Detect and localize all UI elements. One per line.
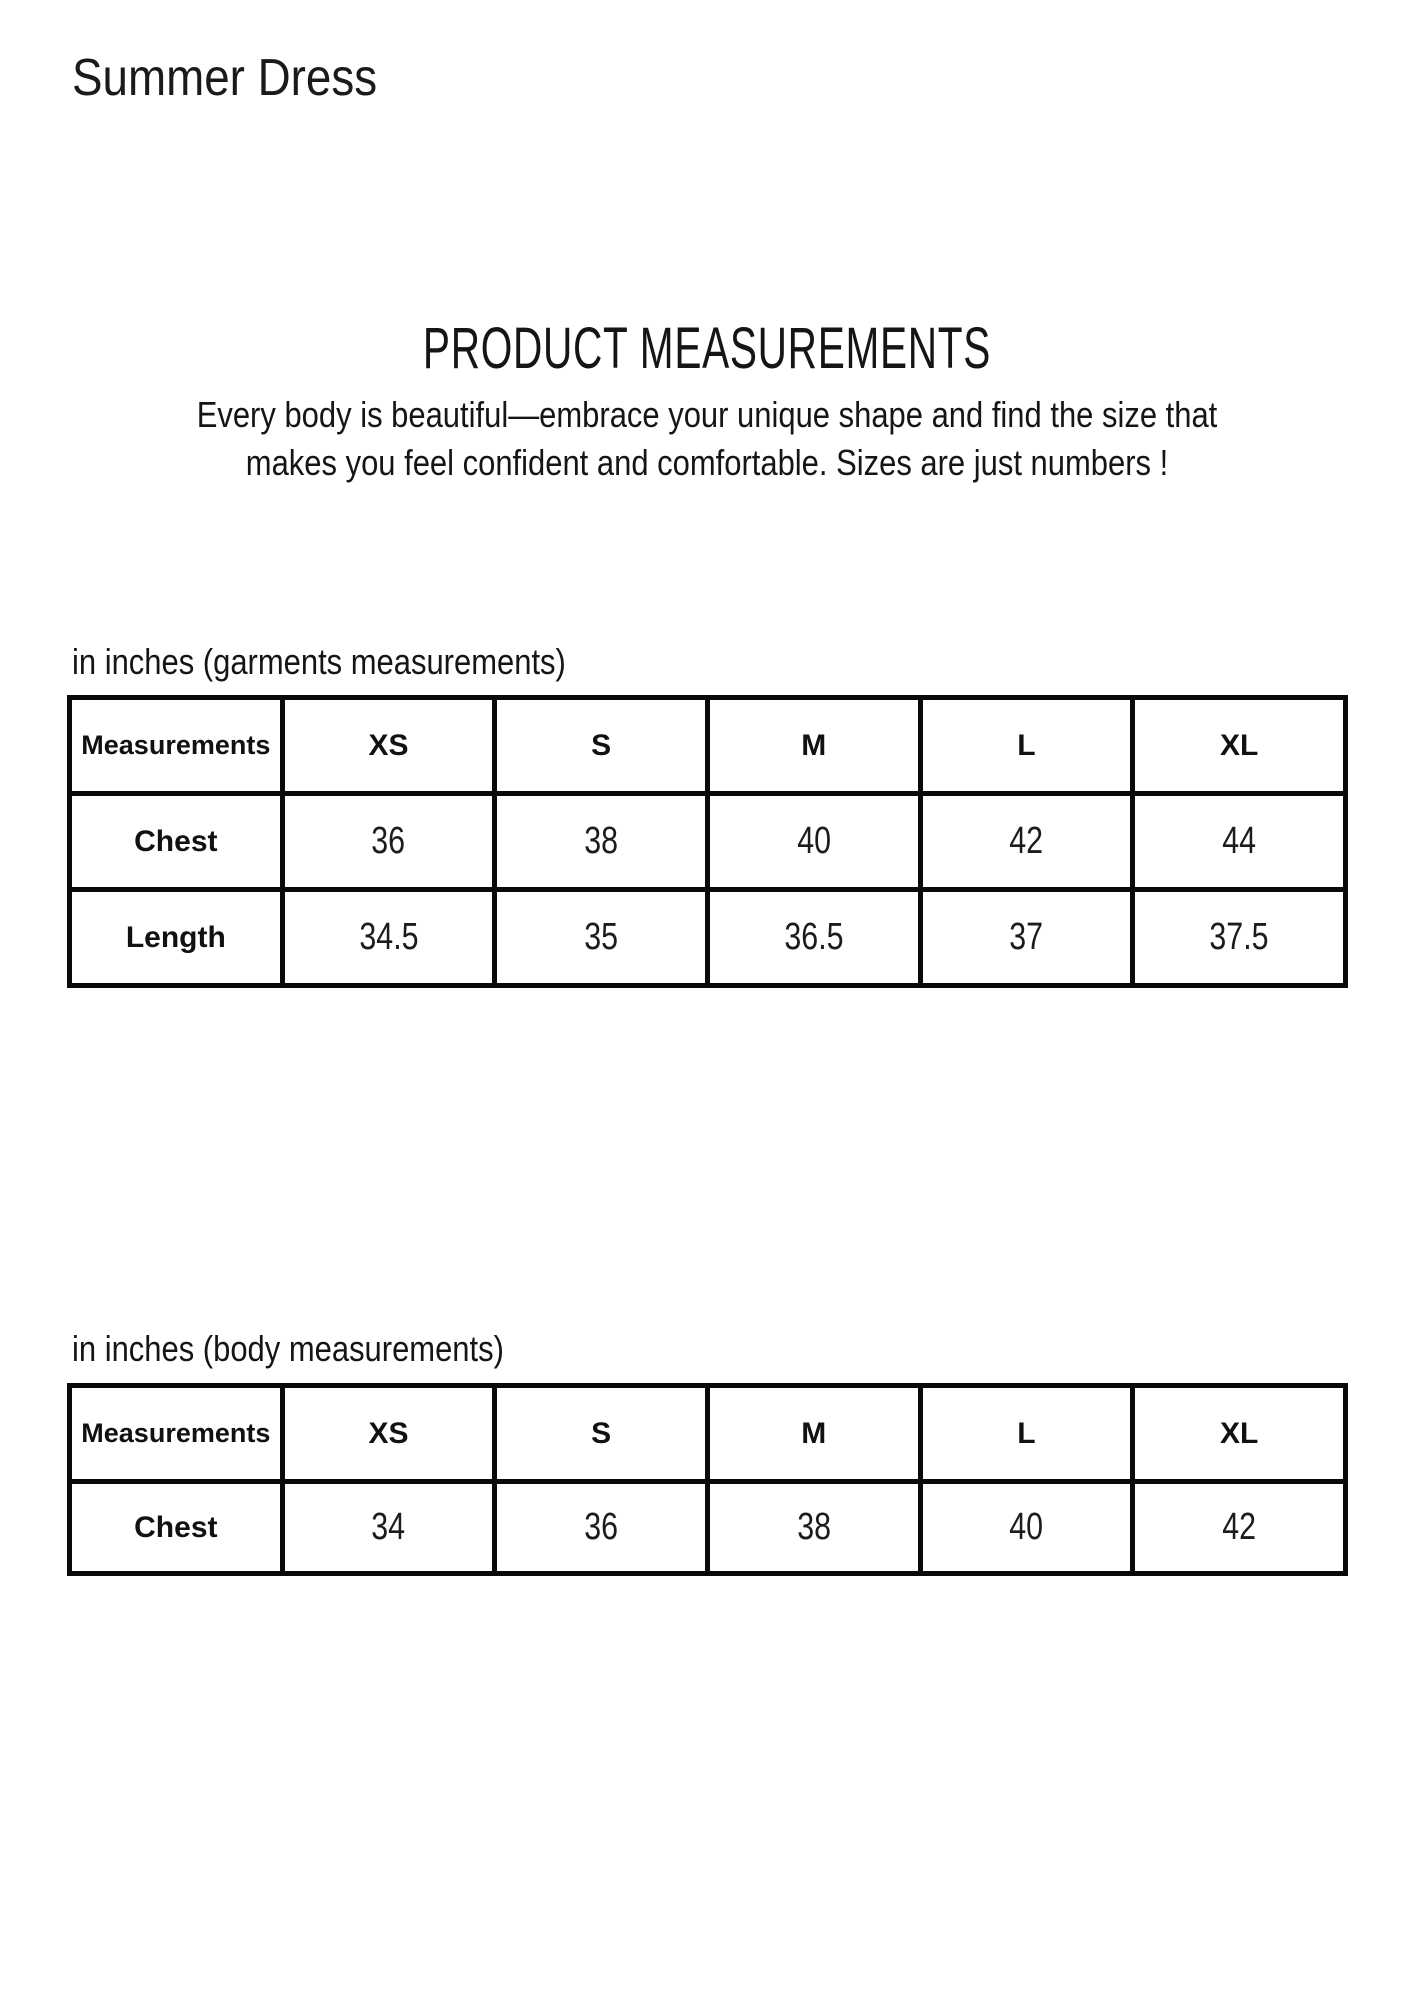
garment-measurements-table	[67, 695, 1348, 988]
garment-length-label: Length	[70, 890, 283, 986]
body-header-size-m: M	[707, 1386, 920, 1482]
garment-chest-xl: 44	[1133, 794, 1346, 890]
product-title: Summer Dress	[72, 49, 378, 107]
body-header-measurements: Measurements	[70, 1386, 283, 1482]
subtitle-line-1: Every body is beautiful—embrace your unique shape and find the size that	[196, 394, 1218, 435]
garment-header-size-l: L	[920, 698, 1133, 794]
body-header-size-l: L	[920, 1386, 1133, 1482]
body-chest-l: 40	[920, 1482, 1133, 1574]
body-measurements-table	[67, 1383, 1348, 1576]
body-chest-row	[70, 1482, 1346, 1574]
body-table-caption: in inches (body measurements)	[72, 1328, 504, 1369]
garment-length-xs: 34.5	[282, 890, 495, 986]
body-chest-xl: 42	[1133, 1482, 1346, 1574]
garment-header-size-s: S	[495, 698, 708, 794]
body-header-size-s: S	[495, 1386, 708, 1482]
body-chest-s: 36	[495, 1482, 708, 1574]
garment-chest-m: 40	[707, 794, 920, 890]
garment-header-size-m: M	[707, 698, 920, 794]
subtitle-line-2: makes you feel confident and comfortable. Sizes are just numbers !	[245, 442, 1169, 483]
garment-header-size-xl: XL	[1133, 698, 1346, 794]
subtitle	[99, 391, 1315, 487]
body-chest-xs: 34	[282, 1482, 495, 1574]
garment-chest-l: 42	[920, 794, 1133, 890]
garment-length-xl: 37.5	[1133, 890, 1346, 986]
garment-chest-s: 38	[495, 794, 708, 890]
garment-length-l: 37	[920, 890, 1133, 986]
garment-length-s: 35	[495, 890, 708, 986]
section-heading: PRODUCT MEASUREMENTS	[422, 316, 992, 381]
garment-chest-label: Chest	[70, 794, 283, 890]
body-chest-label: Chest	[70, 1482, 283, 1574]
garment-chest-row	[70, 794, 1346, 890]
garment-header-measurements: Measurements	[70, 698, 283, 794]
body-chest-m: 38	[707, 1482, 920, 1574]
body-table-header-row	[70, 1386, 1346, 1482]
garment-length-row	[70, 890, 1346, 986]
garment-table-caption: in inches (garments measurements)	[72, 641, 566, 682]
body-header-size-xs: XS	[282, 1386, 495, 1482]
garment-length-m: 36.5	[707, 890, 920, 986]
garment-header-size-xs: XS	[282, 698, 495, 794]
body-header-size-xl: XL	[1133, 1386, 1346, 1482]
garment-chest-xs: 36	[282, 794, 495, 890]
garment-table-header-row	[70, 698, 1346, 794]
